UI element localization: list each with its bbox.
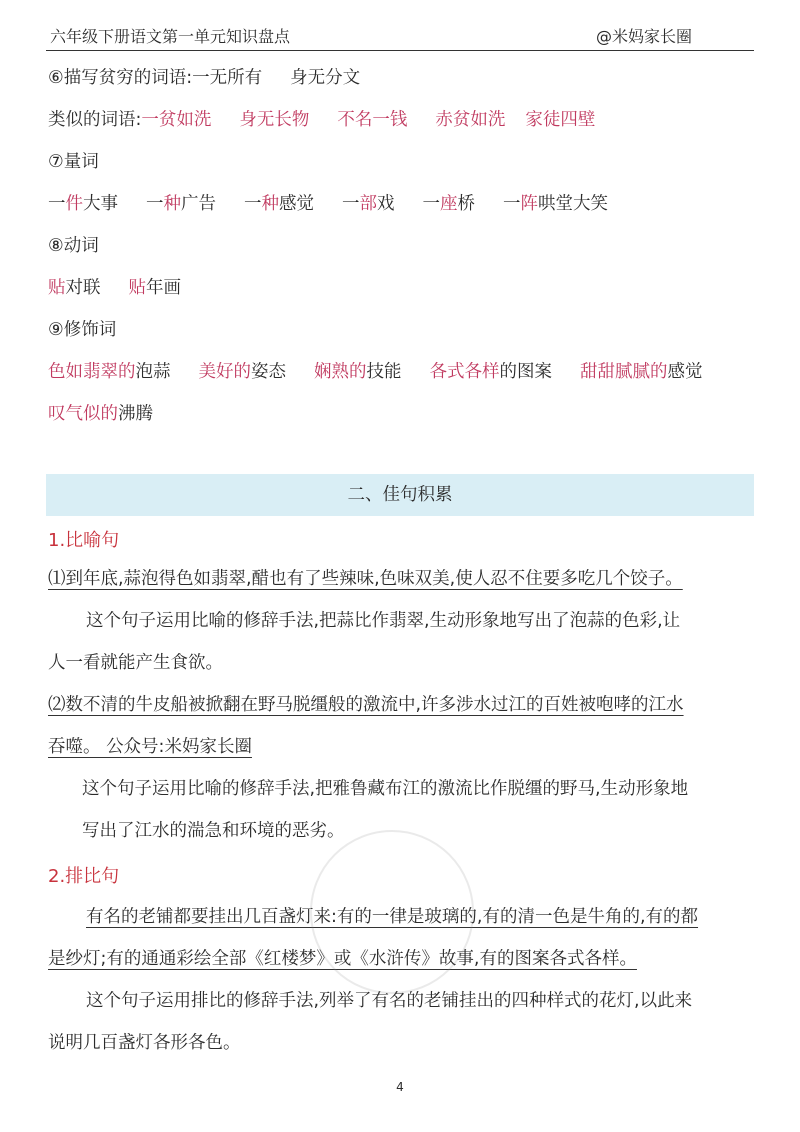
highlight-word: 种	[261, 194, 279, 214]
highlight-word: 阵	[520, 194, 538, 214]
line-label: ⑥描写贫穷的词语:	[48, 68, 193, 88]
word-part: 的图案	[499, 362, 552, 382]
highlight-word: 座	[440, 194, 458, 214]
highlight-word: 各式各样	[429, 362, 500, 382]
page-number: 4	[396, 1080, 404, 1094]
highlight-word: 贴	[128, 278, 146, 298]
document-title: 六年级下册语文第一单元知识盘点	[50, 27, 291, 46]
highlight-word: 件	[65, 194, 83, 214]
metaphor-quote-2: ⑵数不清的牛皮船被掀翻在野马脱缰般的激流中,许多涉水过江的百姓被咆哮的江水	[48, 695, 684, 715]
word-part: 一	[503, 194, 521, 214]
explanation-text: 说明几百盏灯各形各色。	[48, 1033, 241, 1053]
parallelism-quote: 有名的老铺都要挂出几百盏灯来:有的一律是玻璃的,有的清一色是牛角的,有的都	[86, 907, 699, 927]
highlight-word: 叹气似的	[48, 404, 118, 424]
explanation-text: 写出了江水的湍急和环境的恶劣。	[82, 821, 345, 841]
parallelism-heading: 2.排比句	[48, 866, 120, 887]
explanation-text: 这个句子运用比喻的修辞手法,把蒜比作翡翠,生动形象地写出了泡蒜的色彩,让	[86, 611, 681, 631]
page-header	[46, 22, 754, 51]
modifiers-label: ⑨修饰词	[48, 320, 117, 340]
word-part: 技能	[366, 362, 402, 382]
section-banner: 二、佳句积累	[46, 474, 754, 516]
highlight-word: 娴熟的	[314, 362, 367, 382]
word: 赤贫如洗	[435, 110, 506, 130]
highlight-word: 贴	[48, 278, 66, 298]
poverty-words-line	[48, 64, 360, 89]
word-part: 一	[422, 194, 440, 214]
measure-words-label: ⑦量词	[48, 152, 99, 172]
word-part: 感觉	[667, 362, 703, 382]
word-part: 一	[48, 194, 66, 214]
word-part: 桥	[457, 194, 475, 214]
word-part: 泡蒜	[135, 362, 171, 382]
modifiers-line	[48, 358, 703, 383]
watermark-stamp	[310, 830, 474, 994]
explanation-text: 这个句子运用比喻的修辞手法,把雅鲁藏布江的激流比作脱缰的野马,生动形象地	[82, 779, 689, 799]
word-part: 一	[146, 194, 164, 214]
verbs-line	[48, 274, 181, 299]
word: 一无所有	[192, 68, 263, 88]
word-part: 沸腾	[118, 404, 153, 424]
highlight-word: 甜甜腻腻的	[580, 362, 668, 382]
metaphor-quote-1: ⑴到年底,蒜泡得色如翡翠,醋也有了些辣味,色味双美,使人忍不住要多吃几个饺子。	[48, 569, 683, 589]
metaphor-quote-2-cont: 吞噬。 公众号:米妈家长圈	[48, 737, 252, 757]
word-part: 一	[342, 194, 360, 214]
word-part: 戏	[377, 194, 395, 214]
metaphor-heading: 1.比喻句	[48, 530, 120, 551]
highlight-word: 色如翡翠的	[48, 362, 136, 382]
word: 不名一钱	[337, 110, 408, 130]
word-part: 大事	[83, 194, 118, 214]
modifiers-line-2	[48, 400, 153, 425]
line-label: 类似的词语:	[48, 110, 142, 130]
word-part: 一	[244, 194, 262, 214]
word-part: 姿态	[251, 362, 286, 382]
word: 一贫如洗	[141, 110, 212, 130]
highlight-word: 种	[163, 194, 181, 214]
brand-label: @米妈家长圈	[595, 27, 692, 46]
measure-words-line	[48, 190, 608, 215]
word-part: 哄堂大笑	[538, 194, 608, 214]
word-part: 年画	[146, 278, 181, 298]
verbs-label: ⑧动词	[48, 236, 99, 256]
word: 家徒四壁	[525, 110, 596, 130]
similar-words-line	[48, 106, 595, 131]
word-part: 感觉	[279, 194, 314, 214]
explanation-text: 这个句子运用排比的修辞手法,列举了有名的老铺挂出的四种样式的花灯,以此来	[86, 991, 693, 1011]
highlight-word: 部	[359, 194, 377, 214]
highlight-word: 美好的	[198, 362, 251, 382]
word-part: 对联	[65, 278, 101, 298]
word-part: 广告	[181, 194, 216, 214]
parallelism-quote-cont: 是纱灯;有的通通彩绘全部《红楼梦》或《水浒传》故事,有的图案各式各样。	[48, 949, 637, 969]
word: 身无分文	[290, 68, 361, 88]
explanation-text: 人一看就能产生食欲。	[48, 653, 223, 673]
word: 身无长物	[239, 110, 310, 130]
